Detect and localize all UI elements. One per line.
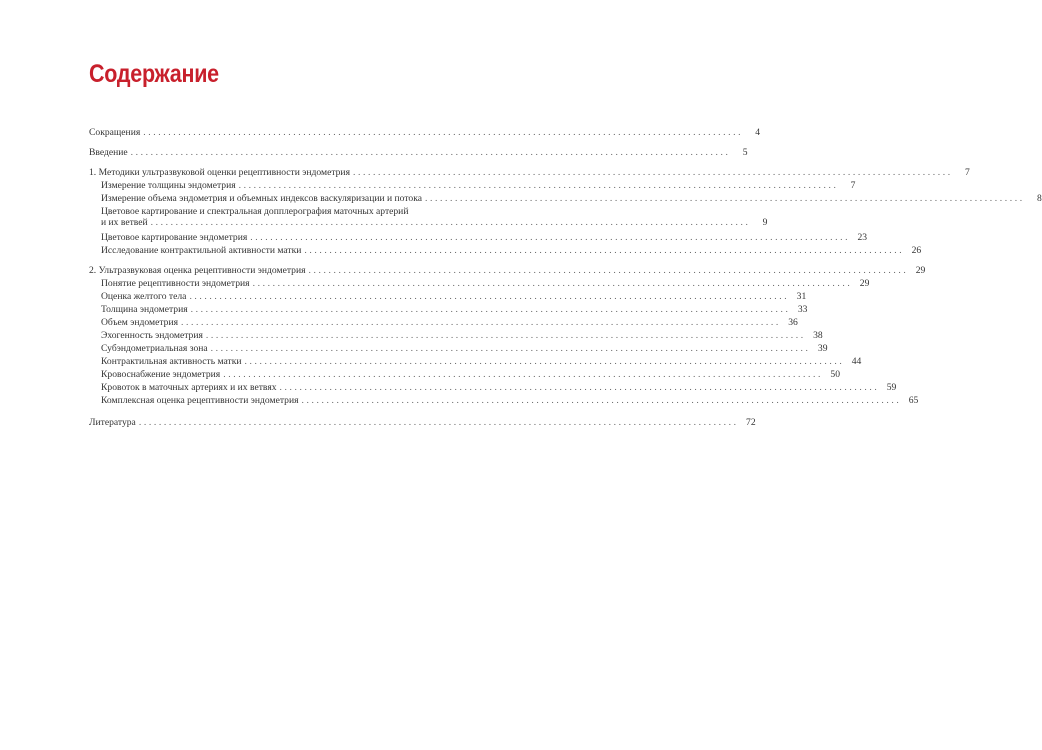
toc-leader: ........................................................................................................................ — [223, 369, 824, 380]
toc-label: Сокращения — [89, 127, 141, 138]
toc-page-number: 7 — [965, 167, 970, 178]
toc-label: Понятие рецептивности эндометрия — [101, 278, 250, 289]
toc-page-number: 50 — [830, 369, 841, 380]
page-title: Содержание — [89, 60, 219, 88]
toc-page-number: 4 — [755, 127, 761, 138]
toc-leader: ........................................................................................................................ — [250, 232, 851, 243]
toc-page-number: 33 — [797, 304, 808, 315]
toc-entry-section[interactable] — [101, 343, 828, 354]
toc-label: Объем эндометрия — [101, 317, 178, 328]
toc-page-number: 38 — [813, 330, 823, 341]
toc-label: Измерение толщины эндометрия — [101, 180, 236, 191]
toc-leader: ........................................................................................................................ — [279, 382, 880, 393]
toc-leader: ........................................................................................................................ — [252, 278, 853, 289]
toc-page-number: 36 — [788, 317, 798, 328]
toc-leader: ........................................................................................................................ — [150, 217, 751, 228]
toc-leader: ........................................................................................................................ — [424, 193, 1025, 204]
toc-leader: ........................................................................................................................ — [190, 304, 791, 315]
toc-leader: ........................................................................................................................ — [205, 330, 806, 341]
toc-leader: ........................................................................................................................ — [143, 127, 744, 138]
toc-page-number: 7 — [850, 180, 856, 191]
toc-page-number: 29 — [859, 278, 870, 289]
toc-entry-chapter-2[interactable] — [89, 265, 926, 276]
toc-label: Эхогенность эндометрия — [101, 330, 203, 341]
toc-entry-section[interactable] — [101, 330, 823, 341]
toc-entry-section[interactable] — [101, 180, 856, 191]
toc-label: 2. Ультразвуковая оценка рецептивности эндометрия — [89, 265, 306, 276]
toc-leader: ........................................................................................................................ — [138, 417, 739, 428]
toc-label: Субэндометриальная зона — [101, 343, 208, 354]
toc-entry-chapter-1[interactable] — [89, 167, 970, 178]
toc-entry-section[interactable] — [101, 278, 870, 289]
toc-page-number: 8 — [1036, 193, 1042, 204]
toc-label: Оценка желтого тела — [101, 291, 187, 302]
toc-page-number: 29 — [915, 265, 926, 276]
toc-label: Измерение объема эндометрия и объемных индексов васкуляризации и потока — [101, 193, 422, 204]
toc-entry-section[interactable] — [101, 245, 922, 256]
toc-label: и их ветвей — [101, 217, 148, 228]
toc-label: Исследование контрактильной активности матки — [101, 245, 302, 256]
toc-label-line1: Цветовое картирование и спектральная допплерография маточных артерий — [101, 206, 409, 217]
toc-leader: ........................................................................................................................ — [130, 147, 731, 158]
toc-entry-abbreviations[interactable] — [89, 127, 761, 138]
toc-label: Цветовое картирование эндометрия — [101, 232, 248, 243]
toc-label: 1. Методики ультразвуковой оценки рецептивности эндометрия — [89, 167, 350, 178]
toc-label: Кровоснабжение эндометрия — [101, 369, 221, 380]
toc-label: Комплексная оценка рецептивности эндометрия — [101, 395, 299, 406]
toc-label: Контрактильная активность матки — [101, 356, 242, 367]
toc-entry-section[interactable] — [101, 232, 868, 243]
toc-entry-section[interactable] — [101, 193, 1042, 204]
toc-leader: ........................................................................................................................ — [238, 180, 839, 191]
toc-entry-section[interactable] — [101, 356, 862, 367]
toc-page-number: 44 — [851, 356, 862, 367]
toc-page-number: 65 — [908, 395, 919, 406]
toc-label: Толщина эндометрия — [101, 304, 188, 315]
toc-entry-section[interactable] — [101, 291, 807, 302]
toc-leader: ........................................................................................................................ — [301, 395, 902, 406]
toc-leader: ........................................................................................................................ — [210, 343, 811, 354]
toc-leader: ........................................................................................................................ — [352, 167, 953, 178]
toc-label: Кровоток в маточных артериях и их ветвях — [101, 382, 277, 393]
toc-entry-literature[interactable] — [89, 417, 756, 428]
toc-leader: ........................................................................................................................ — [189, 291, 790, 302]
toc-leader: ........................................................................................................................ — [181, 317, 781, 328]
toc-entry-section[interactable] — [101, 395, 919, 406]
toc-leader: ........................................................................................................................ — [304, 245, 905, 256]
toc-page-number: 23 — [857, 232, 868, 243]
toc-label: Литература — [89, 417, 136, 428]
toc-page-number: 5 — [742, 147, 748, 158]
toc-page-number: 9 — [762, 217, 768, 228]
toc-entry-section[interactable] — [101, 382, 897, 393]
toc-page-number: 72 — [746, 417, 756, 428]
toc-page-number: 26 — [911, 245, 922, 256]
toc-entry-section[interactable] — [101, 317, 798, 328]
toc-page-number: 31 — [796, 291, 807, 302]
toc-leader: ........................................................................................................................ — [308, 265, 909, 276]
toc-entry-section[interactable] — [101, 206, 768, 228]
toc-entry-section[interactable] — [101, 304, 808, 315]
toc-page-number: 59 — [886, 382, 897, 393]
toc-entry-section[interactable] — [101, 369, 841, 380]
toc-entry-introduction[interactable] — [89, 147, 748, 158]
toc-label: Введение — [89, 147, 128, 158]
toc-page-number: 39 — [817, 343, 828, 354]
toc-leader: ........................................................................................................................ — [244, 356, 845, 367]
